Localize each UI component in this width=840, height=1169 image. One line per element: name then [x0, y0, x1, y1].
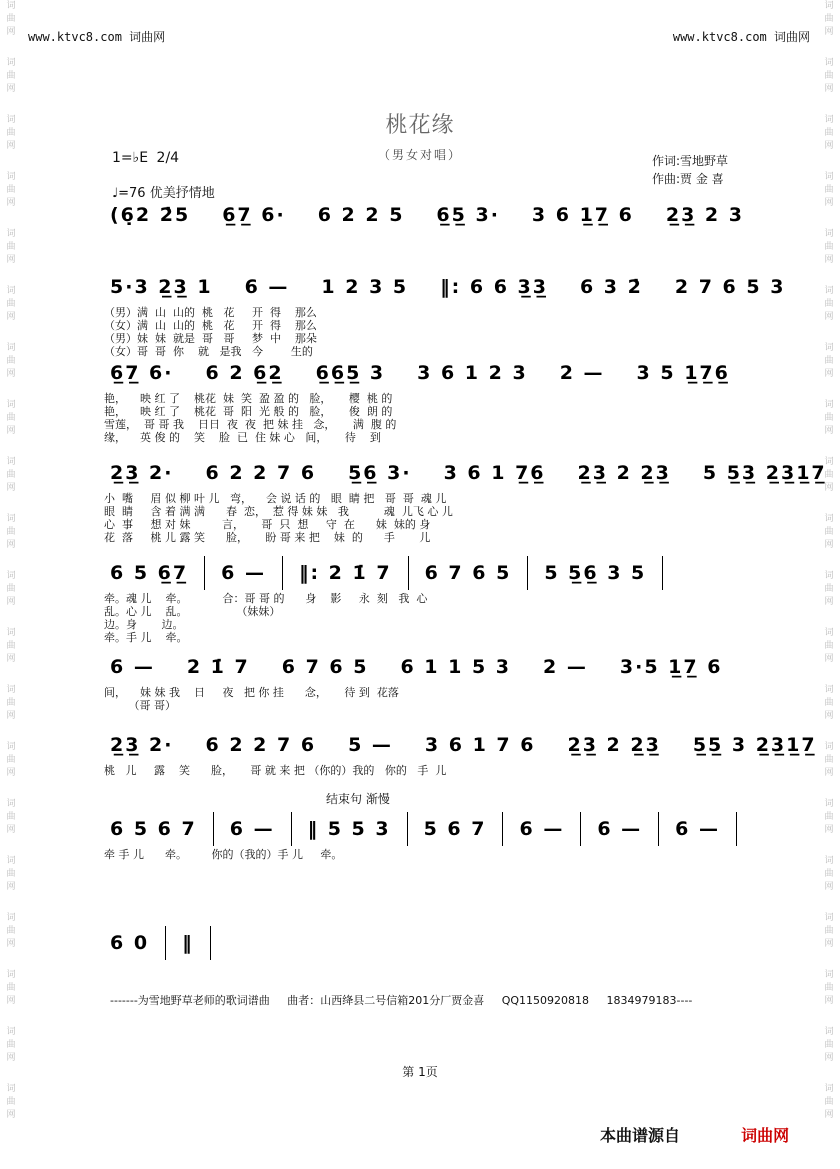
bar-line — [407, 812, 408, 846]
watermark-char: 词 — [824, 343, 834, 353]
lyric-line: 牵。魂 儿 牵。 合：哥 哥 的 身 影 永 刻 我 心 — [104, 592, 428, 605]
lyrics-block — [104, 306, 748, 358]
measure: 2̲3̲ 2 3 — [665, 204, 744, 226]
watermark-char: 网 — [6, 939, 16, 949]
watermark-char: 网 — [824, 483, 834, 493]
watermark-char: 网 — [6, 768, 16, 778]
watermark-char: 曲 — [6, 926, 16, 936]
watermark-char: 词 — [824, 571, 834, 581]
watermark-char: 曲 — [6, 869, 16, 879]
watermark-group — [824, 798, 833, 837]
watermark-group — [6, 1026, 15, 1065]
watermark-char: 曲 — [824, 299, 834, 309]
watermark-char: 词 — [824, 685, 834, 695]
tempo-marking: ♩=76 优美抒情地 — [112, 186, 215, 201]
lyric-line: 眼 睛 含 着 满 满 春 恋， 惹 得 妹 妹 我 魂 儿飞 心 儿 — [104, 505, 453, 518]
bar-line — [408, 556, 409, 590]
bar-line — [662, 556, 663, 590]
watermark-char: 曲 — [824, 584, 834, 594]
watermark-char: 曲 — [824, 527, 834, 537]
song-subtitle: （男女对唱） — [377, 148, 462, 162]
watermark-char: 词 — [824, 1027, 834, 1037]
watermark-group — [824, 855, 833, 894]
lyrics-block — [104, 392, 748, 444]
watermark-char: 词 — [6, 1084, 16, 1094]
measure: ‖ 5 5 3 — [307, 818, 391, 840]
watermark-char: 曲 — [6, 128, 16, 138]
watermark-group — [824, 741, 833, 780]
watermark-group — [824, 228, 833, 267]
watermark-char: 词 — [6, 685, 16, 695]
measure: ‖ — [182, 932, 194, 954]
watermark-char: 词 — [824, 1084, 834, 1094]
watermark-char: 网 — [6, 84, 16, 94]
watermark-char: 网 — [6, 426, 16, 436]
bar-line — [527, 556, 528, 590]
bar-line — [282, 556, 283, 590]
watermark-char: 网 — [6, 996, 16, 1006]
watermark-char: 曲 — [824, 242, 834, 252]
watermark-group — [824, 513, 833, 552]
measure: 3 6 1 7̲6̲ — [443, 462, 546, 484]
watermark-char: 网 — [824, 369, 834, 379]
measure: 6 — — [519, 818, 565, 840]
watermark-char: 曲 — [824, 14, 834, 24]
watermark-char: 曲 — [6, 527, 16, 537]
measure: 6 — — [221, 562, 266, 584]
watermark-char: 曲 — [6, 242, 16, 252]
measure: 2 7 6 5 3 — [674, 276, 786, 298]
bar-line — [580, 812, 581, 846]
lyric-line: 乱。心 儿 乱。 （妹妹） — [104, 605, 281, 618]
watermark-char: 词 — [6, 343, 16, 353]
measure: ‖: 6 6 3̲3̲ — [440, 276, 548, 298]
watermark-char: 网 — [6, 255, 16, 265]
watermark-char: 曲 — [824, 356, 834, 366]
watermark-char: 曲 — [6, 698, 16, 708]
watermark-group — [6, 228, 15, 267]
watermark-char: 曲 — [6, 1040, 16, 1050]
measure: 5·3 2̲3̲ 1 — [110, 276, 213, 298]
watermark-char: 词 — [824, 172, 834, 182]
bar-line — [204, 556, 205, 590]
measure: 2 — — [559, 362, 605, 384]
score-row — [104, 650, 748, 740]
watermark-char: 词 — [824, 628, 834, 638]
measure: 6 2 2 5 — [317, 204, 405, 226]
measure: 3 6 1 2 3 — [417, 362, 528, 384]
measure: 2̲3̲ 2· — [110, 734, 174, 756]
watermark-char: 曲 — [824, 869, 834, 879]
watermark-char: 网 — [824, 996, 834, 1006]
lyric-line: 牵。手 儿 牵。 — [104, 631, 188, 644]
measure: 6 0 — [110, 932, 150, 954]
watermark-char: 网 — [6, 27, 16, 37]
watermark-char: 网 — [824, 597, 834, 607]
watermark-group — [824, 969, 833, 1008]
measure: 6 7 6 5 — [281, 656, 369, 678]
watermark-char: 词 — [6, 970, 16, 980]
watermark-group — [6, 342, 15, 381]
measure: 6 3 2̇ — [579, 276, 643, 298]
watermark-char: 曲 — [6, 14, 16, 24]
watermark-group — [6, 171, 15, 210]
watermark-char: 网 — [6, 483, 16, 493]
watermark-group — [824, 57, 833, 96]
watermark-char: 曲 — [6, 812, 16, 822]
watermark-group — [6, 456, 15, 495]
watermark-group — [6, 285, 15, 324]
measure: 6 2 2 7 6 — [205, 462, 317, 484]
lyric-line: 小 嘴 眉 似 柳 叶 儿 弯， 会 说 话 的 眼 睛 把 哥 哥 魂 儿 — [104, 492, 447, 505]
watermark-char: 词 — [6, 514, 16, 524]
lyric-line: （男）妹 妹 就是 哥 哥 梦 中 那朵 — [104, 332, 317, 345]
measure: 6 — — [675, 818, 721, 840]
bar-line — [736, 812, 737, 846]
notation-line — [104, 650, 748, 684]
lyric-line: 边。身 边。 — [104, 618, 184, 631]
score-row — [104, 456, 827, 546]
watermark-char: 曲 — [824, 755, 834, 765]
watermark-char: 网 — [6, 540, 16, 550]
score-row — [104, 728, 817, 818]
watermark-group — [824, 570, 833, 609]
watermark-group — [6, 570, 15, 609]
watermark-char: 曲 — [824, 641, 834, 651]
footer-credit: -------为雪地野草老师的歌词谱曲 曲者：山西绛县二号信箱201分厂贾金喜 QQ1150920818 1834979183---- — [110, 994, 693, 1007]
score-row — [104, 356, 748, 446]
measure: 2 1̇ 7 — [186, 656, 250, 678]
lyric-line: （女）满 山 山的 桃 花 开 得 那么 — [104, 319, 317, 332]
watermark-char: 曲 — [6, 71, 16, 81]
lyric-line: （男）满 山 山的 桃 花 开 得 那么 — [104, 306, 317, 319]
watermark-char: 曲 — [6, 356, 16, 366]
watermark-char: 网 — [6, 369, 16, 379]
notation-line — [104, 356, 748, 390]
watermark-char: 词 — [824, 970, 834, 980]
source-brand: 词曲网 — [741, 1126, 790, 1145]
watermark-char: 曲 — [6, 755, 16, 765]
bar-line — [291, 812, 292, 846]
measure: 5̲6̲ 3· — [348, 462, 412, 484]
measure: 6 2 2 7 6 — [205, 734, 317, 756]
lyric-line: 心 事 想 对 妹 言， 哥 只 想 守 在 妹 妹的 身 — [104, 518, 431, 531]
watermark-group — [824, 1083, 833, 1122]
measure: ‖: 2 1̇ 7 — [298, 562, 392, 584]
measure: 6 — — [244, 276, 290, 298]
watermark-group — [6, 399, 15, 438]
measure: (6̣2 2̇5 — [110, 204, 191, 226]
measure: 2 — — [543, 656, 588, 678]
watermark-group — [824, 342, 833, 381]
measure: 5 5̲6̲ 3 5 — [544, 562, 647, 584]
watermark-char: 曲 — [6, 185, 16, 195]
measure: 6 1 1 5 3 — [400, 656, 512, 678]
watermark-char: 网 — [6, 312, 16, 322]
watermark-char: 曲 — [6, 584, 16, 594]
score-row — [104, 556, 748, 646]
watermark-char: 词 — [6, 115, 16, 125]
watermark-char: 词 — [6, 1, 16, 11]
measure: 2̲3̲ 2 2̲3̲ — [577, 462, 671, 484]
watermark-group — [824, 1026, 833, 1065]
score-annotation: 结束句 渐慢 — [326, 792, 390, 806]
lyric-line: （哥 哥） — [104, 699, 176, 712]
watermark-char: 网 — [6, 882, 16, 892]
watermark-char: 曲 — [6, 641, 16, 651]
lyric-line: （女）哥 哥 你 就 是我 今 生的 — [104, 345, 313, 358]
watermark-char: 词 — [6, 1027, 16, 1037]
lyric-line: 牵 手 儿 牵。 你的（我的）手 儿 牵。 — [104, 848, 343, 861]
lyric-line: 雪莲， 哥 哥 我 日日 夜 夜 把 妹 挂 念， 满 腹 的 — [104, 418, 397, 431]
watermark-group — [6, 741, 15, 780]
watermark-group — [6, 798, 15, 837]
watermark-char: 网 — [6, 1053, 16, 1063]
song-title: 桃花缘 — [385, 113, 455, 138]
lyric-line: 艳， 映 红 了 桃花 妹 笑 盈 盈 的 脸， 樱 桃 的 — [104, 392, 393, 405]
source-label: 本曲谱源自 — [600, 1126, 681, 1145]
watermark-char: 网 — [6, 198, 16, 208]
left-watermark-strip — [0, 0, 22, 1169]
measure: 6̲7̲ 6· — [222, 204, 286, 226]
notation-line — [104, 270, 786, 304]
measure: 6 2 6̲2̲ — [205, 362, 284, 384]
watermark-char: 曲 — [6, 470, 16, 480]
watermark-char: 网 — [6, 825, 16, 835]
notation-line — [104, 556, 748, 590]
lyricist-credit: 作词:雪地野草 — [652, 154, 729, 168]
bar-line — [165, 926, 166, 960]
lyric-line: 花 落 桃 儿 露 笑 脸， 盼 哥 来 把 妹 的 手 儿 — [104, 531, 431, 544]
watermark-group — [824, 171, 833, 210]
notation-line — [104, 812, 748, 846]
watermark-char: 词 — [6, 571, 16, 581]
measure: 5 5̲3̲ 2̲3̲1̲7̲ — [702, 462, 827, 484]
watermark-char: 词 — [824, 286, 834, 296]
watermark-char: 网 — [824, 825, 834, 835]
lyric-line: 艳， 映 红 了 桃花 哥 阳 光 般 的 脸， 俊 朗 的 — [104, 405, 393, 418]
watermark-char: 网 — [6, 141, 16, 151]
lyrics-block — [104, 764, 748, 777]
measure: 3 5 1̲7̲6̲ — [636, 362, 730, 384]
right-watermark-strip — [818, 0, 840, 1169]
notation-line — [104, 456, 827, 490]
notation-line — [104, 728, 817, 762]
notation-line — [104, 198, 748, 232]
watermark-char: 词 — [824, 514, 834, 524]
score-row — [104, 270, 786, 360]
watermark-group — [824, 285, 833, 324]
measure: 2̲3̲ 2 2̲3̲ — [567, 734, 661, 756]
measure: 3 6 1̲7̲ 6 — [531, 204, 634, 226]
watermark-group — [824, 627, 833, 666]
watermark-char: 曲 — [6, 299, 16, 309]
watermark-group — [824, 912, 833, 951]
watermark-char: 网 — [6, 1110, 16, 1120]
watermark-char: 词 — [6, 400, 16, 410]
measure: 6 — — [229, 818, 275, 840]
watermark-group — [824, 399, 833, 438]
lyrics-block — [104, 492, 748, 544]
watermark-char: 曲 — [824, 926, 834, 936]
watermark-char: 曲 — [6, 983, 16, 993]
watermark-group — [824, 0, 833, 39]
watermark-char: 网 — [824, 255, 834, 265]
watermark-char: 网 — [824, 312, 834, 322]
site-label-left: www.ktvc8.com 词曲网 — [28, 30, 166, 44]
page-number: 第 1页 — [402, 1065, 438, 1079]
watermark-char: 网 — [824, 1110, 834, 1120]
time-signature: 2/4 — [156, 150, 180, 166]
watermark-char: 网 — [824, 27, 834, 37]
bar-line — [213, 812, 214, 846]
watermark-char: 曲 — [6, 1097, 16, 1107]
bar-line — [658, 812, 659, 846]
measure: 2̲3̲ 2· — [110, 462, 174, 484]
watermark-char: 曲 — [824, 1040, 834, 1050]
bar-line — [210, 926, 211, 960]
notation-line — [104, 926, 748, 960]
lyric-line: 间， 妹 妹 我 日 夜 把 你 挂 念， 待 到 花落 — [104, 686, 399, 699]
watermark-char: 词 — [6, 58, 16, 68]
lyrics-block — [104, 592, 748, 644]
measure: 6 7 6 5 — [424, 562, 512, 584]
key-signature — [112, 150, 179, 166]
watermark-group — [6, 627, 15, 666]
watermark-group — [6, 855, 15, 894]
measure: 6̲7̲ 6· — [110, 362, 174, 384]
watermark-char: 曲 — [824, 1097, 834, 1107]
measure: 3 6 1 7 6 — [424, 734, 536, 756]
source-note — [600, 1123, 789, 1146]
watermark-char: 网 — [824, 540, 834, 550]
watermark-char: 网 — [824, 939, 834, 949]
measure: 6̲5̲ 3· — [436, 204, 500, 226]
watermark-char: 词 — [6, 742, 16, 752]
watermark-char: 词 — [824, 115, 834, 125]
lyrics-block — [104, 686, 748, 712]
measure: 5 6 7 — [423, 818, 487, 840]
watermark-char: 词 — [824, 913, 834, 923]
watermark-char: 曲 — [824, 698, 834, 708]
watermark-char: 网 — [824, 882, 834, 892]
watermark-group — [824, 684, 833, 723]
watermark-char: 词 — [824, 856, 834, 866]
watermark-char: 词 — [824, 457, 834, 467]
watermark-char: 网 — [824, 654, 834, 664]
watermark-char: 曲 — [824, 983, 834, 993]
watermark-char: 曲 — [824, 413, 834, 423]
watermark-char: 词 — [824, 799, 834, 809]
watermark-char: 网 — [824, 1053, 834, 1063]
watermark-char: 词 — [6, 799, 16, 809]
measure: 6 — — [597, 818, 643, 840]
composer-credit: 作曲:贾 金 喜 — [652, 172, 724, 186]
watermark-char: 词 — [824, 229, 834, 239]
watermark-char: 曲 — [824, 812, 834, 822]
measure: 6̲6̲5̲ 3 — [315, 362, 386, 384]
score-row — [104, 792, 748, 902]
watermark-char: 词 — [824, 742, 834, 752]
measure: 1 2 3 5 — [321, 276, 409, 298]
watermark-char: 网 — [824, 84, 834, 94]
lyric-line: 缘， 英 俊 的 笑 脸 已 住 妹 心 间， 待 到 — [104, 431, 381, 444]
measure: 5 — — [348, 734, 393, 756]
measure: 5̲5̲ 3 2̲3̲1̲7̲ — [692, 734, 817, 756]
watermark-char: 网 — [6, 597, 16, 607]
bar-line — [502, 812, 503, 846]
watermark-group — [6, 684, 15, 723]
watermark-char: 词 — [6, 628, 16, 638]
watermark-char: 词 — [6, 172, 16, 182]
watermark-char: 曲 — [824, 71, 834, 81]
watermark-group — [6, 0, 15, 39]
watermark-char: 网 — [824, 141, 834, 151]
site-label-right: www.ktvc8.com 词曲网 — [672, 30, 810, 44]
watermark-char: 词 — [6, 229, 16, 239]
watermark-char: 网 — [6, 654, 16, 664]
watermark-char: 词 — [6, 856, 16, 866]
watermark-char: 词 — [6, 913, 16, 923]
watermark-group — [6, 969, 15, 1008]
lyric-line: 桃 儿 露 笑 脸， 哥 就 来 把 （你的）我的 你的 手 儿 — [104, 764, 447, 777]
watermark-group — [6, 513, 15, 552]
watermark-char: 网 — [824, 426, 834, 436]
watermark-group — [6, 57, 15, 96]
watermark-group — [6, 912, 15, 951]
watermark-char: 词 — [824, 400, 834, 410]
key-label: 1=♭E — [112, 150, 149, 166]
watermark-char: 曲 — [824, 470, 834, 480]
watermark-char: 曲 — [6, 413, 16, 423]
watermark-char: 曲 — [824, 185, 834, 195]
measure: 6 5 6 7 — [110, 818, 197, 840]
measure: 6 — — [110, 656, 155, 678]
measure: 3·5 1̲7̲ 6 — [619, 656, 723, 678]
measure: 6 5 6̲7̲ — [110, 562, 189, 584]
watermark-char: 网 — [6, 711, 16, 721]
watermark-char: 网 — [824, 711, 834, 721]
watermark-char: 网 — [824, 768, 834, 778]
lyrics-block — [104, 848, 748, 861]
watermark-char: 词 — [6, 286, 16, 296]
watermark-char: 词 — [6, 457, 16, 467]
watermark-char: 词 — [824, 58, 834, 68]
watermark-char: 词 — [824, 1, 834, 11]
watermark-char: 曲 — [824, 128, 834, 138]
watermark-char: 网 — [824, 198, 834, 208]
watermark-group — [6, 1083, 15, 1122]
